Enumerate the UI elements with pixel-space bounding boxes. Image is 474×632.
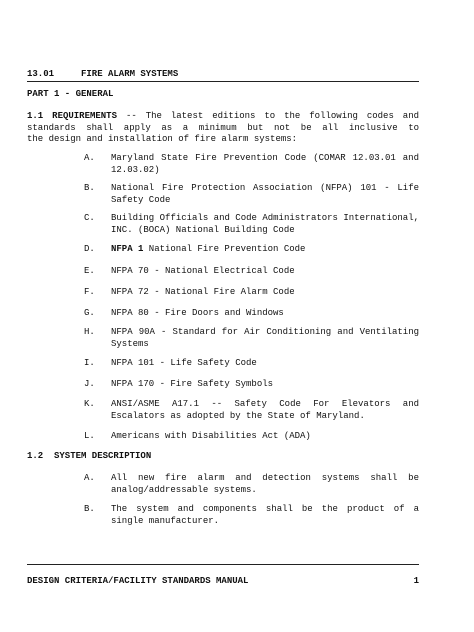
section-header	[27, 69, 178, 79]
requirements-line-1	[27, 111, 419, 123]
list-item-letter: B.	[84, 183, 95, 193]
list-item-letter: E.	[84, 266, 95, 276]
page-number: 1	[413, 576, 419, 586]
requirements-line-3: the design and installation of fire alarm systems:	[27, 134, 298, 144]
list-item-line: NFPA 80 - Fire Doors and Windows	[111, 308, 284, 318]
requirements-line-2: standards shall apply as a minimum but not be all inclusive to	[27, 122, 419, 133]
section-number: 13.01	[27, 69, 55, 79]
list-item-letter: K.	[84, 399, 95, 409]
requirements-paragraph	[27, 111, 419, 146]
requirements-keyword: REQUIREMENTS	[52, 111, 117, 121]
list-item-line: ANSI/ASME A17.1 -- Safety Code For Elevators and	[111, 399, 419, 409]
list-item-text	[111, 183, 419, 206]
list-item-text	[111, 399, 419, 422]
list-item-bold-text: NFPA 1	[111, 244, 144, 254]
list-item-letter: A.	[84, 153, 95, 163]
list-item-line: All new fire alarm and detection systems shall be	[111, 473, 419, 483]
footer-title: DESIGN CRITERIA/FACILITY STANDARDS MANUAL	[27, 576, 249, 586]
section-title: FIRE ALARM SYSTEMS	[81, 69, 179, 79]
list-item-text	[111, 431, 419, 443]
list-item-letter: I.	[84, 358, 95, 368]
list-item-line: The system and components shall be the product of a	[111, 504, 419, 514]
system-description-heading	[27, 451, 151, 461]
list-item-letter: B.	[84, 504, 95, 514]
footer-rule	[27, 564, 419, 565]
requirements-number: 1.1	[27, 111, 44, 121]
list-item-line: 12.03.02)	[111, 164, 160, 175]
list-item-letter: G.	[84, 308, 95, 318]
list-item-line: Building Officials and Code Administrators International,	[111, 213, 419, 223]
list-item-text	[111, 379, 419, 391]
list-item-line: analog/addressable systems.	[111, 484, 257, 495]
system-description-title: SYSTEM DESCRIPTION	[54, 451, 152, 461]
list-item-text	[111, 287, 419, 299]
requirements-text-1: -- The latest editions to the following codes and	[116, 111, 420, 121]
list-item-text	[111, 213, 419, 236]
list-item-line: INC. (BOCA) National Building Code	[111, 224, 295, 235]
list-item-line: National Fire Protection Association (NFPA) 101 - Life	[111, 183, 419, 193]
list-item-text	[111, 504, 419, 527]
list-item-text	[111, 308, 419, 320]
list-item-line: NFPA 90A - Standard for Air Conditioning and Ventilating	[111, 327, 419, 337]
page-footer	[27, 576, 419, 586]
list-item-line: Maryland State Fire Prevention Code (COMAR 12.03.01 and	[111, 153, 419, 163]
list-item-text	[111, 473, 419, 496]
list-item-letter: D.	[84, 244, 95, 254]
list-item-letter: L.	[84, 431, 95, 441]
list-item-text	[111, 358, 419, 370]
list-item-line: Systems	[111, 338, 149, 349]
header-rule	[27, 81, 419, 82]
system-description-number: 1.2	[27, 451, 44, 461]
list-item-line: Americans with Disabilities Act (ADA)	[111, 431, 311, 441]
list-item-text	[111, 244, 419, 256]
list-item-text	[111, 327, 419, 350]
list-item-text	[111, 153, 419, 176]
list-item-line: NFPA 101 - Life Safety Code	[111, 358, 257, 368]
list-item-text	[111, 266, 419, 278]
list-item-letter: A.	[84, 473, 95, 483]
part-heading: PART 1 - GENERAL	[27, 89, 114, 99]
list-item-line: Safety Code	[111, 194, 171, 205]
list-item-line: Escalators as adopted by the State of Maryland.	[111, 410, 365, 421]
list-item-line: NFPA 170 - Fire Safety Symbols	[111, 379, 274, 389]
list-item-line: single manufacturer.	[111, 515, 220, 526]
list-item-rest-text: National Fire Prevention Code	[143, 244, 306, 254]
list-item-letter: H.	[84, 327, 95, 337]
list-item-line: NFPA 72 - National Fire Alarm Code	[111, 287, 295, 297]
list-item-letter: F.	[84, 287, 95, 297]
list-item-letter: C.	[84, 213, 95, 223]
list-item-line: NFPA 70 - National Electrical Code	[111, 266, 295, 276]
list-item-letter: J.	[84, 379, 95, 389]
